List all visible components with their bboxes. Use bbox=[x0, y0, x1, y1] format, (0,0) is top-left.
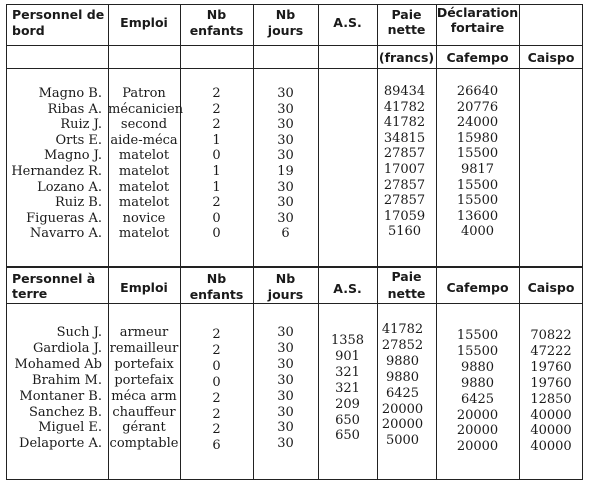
cell-paie: 27857 bbox=[383, 177, 426, 193]
cell-jours: 30 bbox=[277, 340, 294, 356]
header-emploi: Emploi bbox=[120, 15, 168, 30]
cell-enfants: 6 bbox=[212, 438, 221, 454]
header-emploi-terre: Emploi bbox=[120, 280, 168, 295]
header-paie-line1: Paie bbox=[391, 7, 422, 22]
cell-emploi: matelot bbox=[118, 179, 170, 195]
cell-jours: 30 bbox=[277, 132, 294, 148]
cell-emploi: mécanicien bbox=[108, 101, 184, 117]
cell-emploi: second bbox=[120, 117, 168, 133]
cell-enfants: 2 bbox=[212, 86, 221, 101]
cell-paie: 5000 bbox=[385, 433, 420, 449]
header-jours-line2: jours bbox=[267, 23, 304, 38]
header-declaration-line2: fortaire bbox=[450, 20, 505, 35]
cell-cafempo: 6425 bbox=[460, 391, 495, 407]
cell-enfants: 0 bbox=[212, 374, 221, 390]
cell-emploi: matelot bbox=[118, 195, 170, 211]
row-divider bbox=[6, 68, 583, 69]
header-jours-line1: Nb bbox=[275, 7, 296, 22]
cell-emploi: novice bbox=[122, 210, 166, 226]
cell-enfants: 1 bbox=[212, 132, 221, 148]
header-jours-terre-line1: Nb bbox=[275, 271, 296, 286]
cell-name: Delaporte A. bbox=[19, 436, 102, 452]
cell-name: Miguel E. bbox=[38, 420, 102, 436]
cell-as: 321 bbox=[335, 380, 360, 396]
cell-caispo: 19760 bbox=[530, 375, 572, 391]
subheader-francs: (francs) bbox=[378, 50, 435, 65]
cell-as: 901 bbox=[335, 348, 360, 364]
cell-jours: 30 bbox=[277, 372, 294, 388]
cell-emploi: portefaix bbox=[114, 372, 174, 388]
cell-name: Magno J. bbox=[43, 148, 102, 164]
cell-enfants: 2 bbox=[212, 390, 221, 406]
cell-name: Sanchez B. bbox=[28, 404, 102, 420]
cell-jours: 6 bbox=[281, 226, 290, 242]
cell-as: 650 bbox=[335, 428, 360, 444]
cell-paie: 27852 bbox=[381, 337, 424, 353]
header-cafempo-terre: Cafempo bbox=[446, 280, 509, 295]
cell-emploi: remailleur bbox=[109, 340, 179, 356]
cell-jours: 30 bbox=[277, 436, 294, 452]
header-enfants-terre-line1: Nb bbox=[206, 271, 227, 286]
cell-caispo: 12850 bbox=[530, 391, 572, 407]
cell-paie: 27857 bbox=[383, 146, 426, 162]
header-enfants-terre-line2: enfants bbox=[189, 287, 244, 302]
header-jours-terre-line2: jours bbox=[267, 287, 304, 302]
cell-jours: 30 bbox=[277, 179, 294, 195]
header-paie-line2: nette bbox=[387, 22, 426, 37]
cell-cafempo: 15500 bbox=[456, 343, 499, 359]
cell-name: Navarro A. bbox=[29, 226, 102, 242]
cell-jours: 30 bbox=[277, 101, 294, 117]
cell-jours: 19 bbox=[277, 164, 294, 179]
cell-enfants: 2 bbox=[212, 101, 221, 117]
cell-caispo: 47222 bbox=[530, 343, 572, 359]
cell-name: Ruiz B. bbox=[55, 195, 102, 211]
header-personnel-terre-line2: terre bbox=[12, 286, 48, 301]
header-caispo-terre: Caispo bbox=[527, 280, 575, 295]
cell-emploi: armeur bbox=[119, 325, 169, 340]
cell-cafempo: 9880 bbox=[460, 359, 495, 375]
cell-enfants: 0 bbox=[212, 210, 221, 226]
cell-cafempo: 26640 bbox=[456, 84, 499, 99]
cell-emploi: chauffeur bbox=[112, 404, 176, 420]
row-divider bbox=[6, 266, 583, 268]
header-personnel-terre-line1: Personnel à bbox=[12, 271, 96, 286]
cell-enfants: 0 bbox=[212, 226, 221, 242]
cell-jours: 30 bbox=[277, 404, 294, 420]
cell-enfants: 1 bbox=[212, 179, 221, 195]
cell-enfants: 2 bbox=[212, 422, 221, 438]
cell-emploi: aide-méca bbox=[110, 132, 178, 148]
header-enfants-line2: enfants bbox=[189, 23, 244, 38]
cell-emploi: portefaix bbox=[114, 356, 174, 372]
cell-paie: 34815 bbox=[383, 130, 426, 146]
cell-cafempo: 9880 bbox=[460, 375, 495, 391]
cell-as: 1358 bbox=[330, 333, 365, 348]
cell-name: Gardiola J. bbox=[32, 340, 102, 356]
cell-caispo: 70822 bbox=[530, 328, 572, 343]
cell-jours: 30 bbox=[277, 325, 294, 340]
cell-cafempo: 20776 bbox=[456, 99, 499, 115]
cell-name: Ruiz J. bbox=[60, 117, 102, 133]
cell-as: 650 bbox=[335, 412, 360, 428]
cell-paie: 20000 bbox=[381, 401, 424, 417]
cell-caispo: 19760 bbox=[530, 359, 572, 375]
cell-emploi: matelot bbox=[118, 164, 170, 179]
cell-cafempo: 20000 bbox=[456, 439, 499, 455]
cell-emploi: méca arm bbox=[111, 388, 177, 404]
cell-caispo: 40000 bbox=[530, 407, 572, 423]
cell-emploi: gérant bbox=[122, 420, 166, 436]
row-divider bbox=[6, 45, 583, 46]
cell-paie: 27857 bbox=[383, 193, 426, 209]
cell-enfants: 0 bbox=[212, 358, 221, 374]
cell-emploi: matelot bbox=[118, 226, 170, 242]
cell-name: Brahim M. bbox=[32, 372, 102, 388]
cell-jours: 30 bbox=[277, 356, 294, 372]
cell-paie: 9880 bbox=[385, 369, 420, 385]
cell-cafempo: 15500 bbox=[456, 177, 499, 193]
cell-paie: 17059 bbox=[383, 208, 426, 224]
cell-paie: 5160 bbox=[387, 224, 422, 240]
cell-cafempo: 13600 bbox=[456, 208, 499, 224]
cell-paie: 41782 bbox=[381, 322, 424, 337]
cell-cafempo: 9817 bbox=[460, 162, 495, 177]
cell-name: Orts E. bbox=[55, 132, 102, 148]
cell-jours: 30 bbox=[277, 86, 294, 101]
cell-emploi: comptable bbox=[109, 436, 179, 452]
cell-name: Magno B. bbox=[38, 86, 102, 101]
cell-paie: 89434 bbox=[383, 84, 426, 99]
cell-enfants: 2 bbox=[212, 327, 221, 342]
cell-jours: 30 bbox=[277, 420, 294, 436]
cell-caispo: 40000 bbox=[530, 423, 572, 439]
cell-name: Lozano A. bbox=[37, 179, 102, 195]
cell-jours: 30 bbox=[277, 148, 294, 164]
cell-paie: 17007 bbox=[383, 162, 426, 177]
cell-cafempo: 4000 bbox=[460, 224, 495, 240]
header-personnel-line1: Personnel de bbox=[12, 7, 105, 22]
cell-cafempo: 15500 bbox=[456, 146, 499, 162]
header-enfants-line1: Nb bbox=[206, 7, 227, 22]
cell-name: Montaner B. bbox=[19, 388, 102, 404]
cell-cafempo: 20000 bbox=[456, 407, 499, 423]
cell-emploi: Patron bbox=[122, 86, 166, 101]
cell-paie: 9880 bbox=[385, 353, 420, 369]
header-paie-terre-line1: Paie bbox=[391, 269, 422, 284]
cell-paie: 20000 bbox=[381, 417, 424, 433]
cell-paie: 6425 bbox=[385, 385, 420, 401]
header-as: A.S. bbox=[333, 15, 362, 30]
cell-enfants: 2 bbox=[212, 117, 221, 133]
cell-enfants: 0 bbox=[212, 148, 221, 164]
cell-enfants: 2 bbox=[212, 195, 221, 211]
cell-paie: 41782 bbox=[383, 115, 426, 131]
cell-name: Ribas A. bbox=[47, 101, 102, 117]
subheader-cafempo: Cafempo bbox=[446, 50, 509, 65]
cell-name: Mohamed Ab bbox=[14, 356, 102, 372]
cell-as: 321 bbox=[335, 364, 360, 380]
row-divider bbox=[6, 303, 583, 304]
cell-cafempo: 15500 bbox=[456, 193, 499, 209]
cell-enfants: 2 bbox=[212, 342, 221, 358]
cell-name: Figueras A. bbox=[26, 210, 102, 226]
cell-name: Such J. bbox=[56, 325, 102, 340]
cell-cafempo: 24000 bbox=[456, 115, 499, 131]
cell-cafempo: 20000 bbox=[456, 423, 499, 439]
cell-enfants: 1 bbox=[212, 164, 221, 179]
cell-jours: 30 bbox=[277, 210, 294, 226]
cell-name: Hernandez R. bbox=[11, 164, 102, 179]
header-paie-terre-line2: nette bbox=[387, 286, 426, 301]
cell-paie: 41782 bbox=[383, 99, 426, 115]
subheader-caispo: Caispo bbox=[527, 50, 575, 65]
header-as-terre: A.S. bbox=[333, 281, 362, 296]
cell-as: 209 bbox=[335, 396, 360, 412]
cell-jours: 30 bbox=[277, 195, 294, 211]
cell-jours: 30 bbox=[277, 388, 294, 404]
cell-emploi: matelot bbox=[118, 148, 170, 164]
cell-cafempo: 15500 bbox=[456, 328, 499, 343]
cell-cafempo: 15980 bbox=[456, 130, 499, 146]
header-personnel-line2: bord bbox=[12, 23, 45, 38]
header-declaration-line1: Déclaration bbox=[436, 5, 519, 20]
cell-enfants: 2 bbox=[212, 406, 221, 422]
cell-jours: 30 bbox=[277, 117, 294, 133]
cell-caispo: 40000 bbox=[530, 439, 572, 455]
